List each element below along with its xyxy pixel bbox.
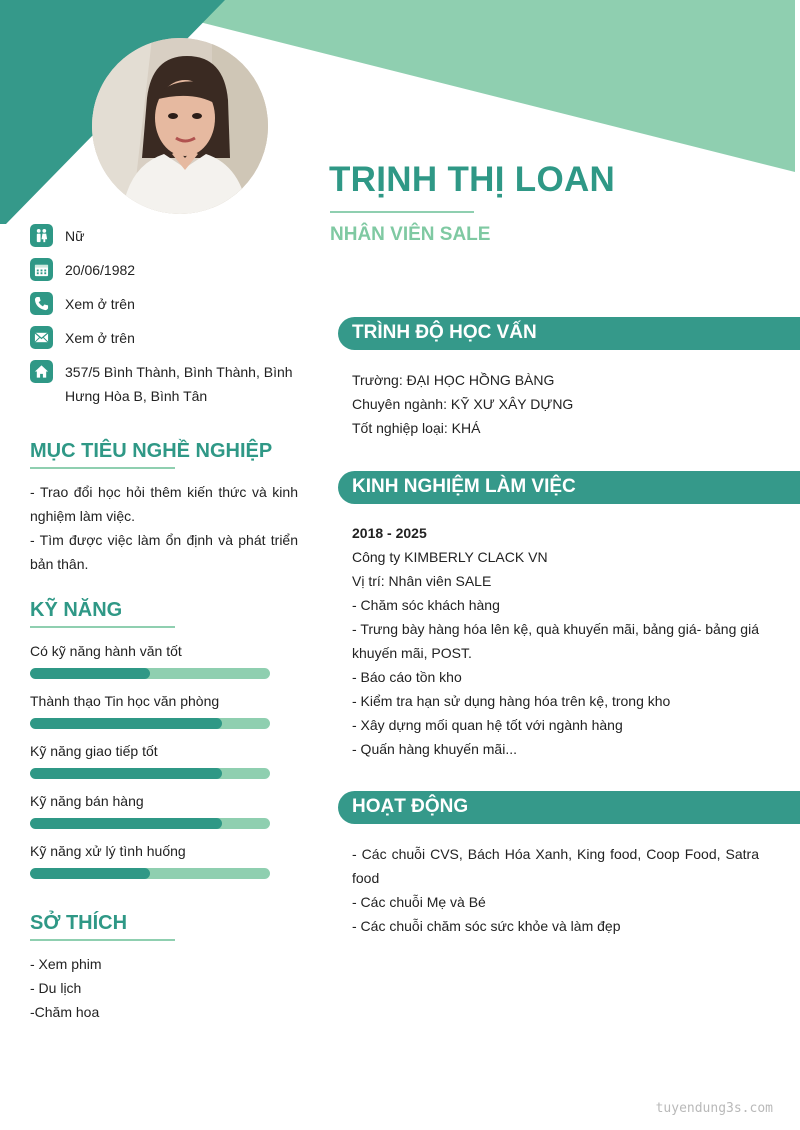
skill-bar	[30, 818, 270, 829]
skill-bar	[30, 868, 270, 879]
objective-line: - Trao đổi học hỏi thêm kiến thức và kinh nghiệm làm việc.	[30, 484, 298, 524]
contact-birthdate	[30, 258, 300, 282]
skill-level-fill	[30, 818, 222, 829]
experience-heading: KINH NGHIỆM LÀM VIỆC	[352, 476, 576, 497]
job-title: NHÂN VIÊN SALE	[330, 224, 491, 245]
experience-duty: - Quấn hàng khuyến mãi...	[352, 741, 517, 757]
gender-text: Nữ	[65, 228, 85, 244]
hobby-line: - Du lịch	[30, 980, 82, 996]
skills-heading: KỸ NĂNG	[30, 599, 123, 621]
contact-gender	[30, 224, 300, 248]
education-line: Trường: ĐẠI HỌC HỒNG BÀNG	[352, 372, 555, 388]
activity-line: - Các chuỗi Mẹ và Bé	[352, 894, 486, 910]
hobbies-body	[30, 952, 298, 1024]
experience-company: Công ty KIMBERLY CLACK VN	[352, 549, 548, 565]
skill-item	[30, 640, 270, 690]
email-text: Xem ở trên	[65, 330, 135, 346]
gender-icon	[30, 224, 53, 247]
experience-position: Vị trí: Nhân viên SALE	[352, 573, 492, 589]
education-heading: TRÌNH ĐỘ HỌC VẤN	[352, 322, 537, 343]
skill-level-fill	[30, 718, 222, 729]
skills-list	[30, 640, 270, 890]
objective-body	[30, 480, 298, 576]
objective-line: - Tìm được việc làm ổn định và phát triển bản thân.	[30, 532, 298, 572]
skill-bar	[30, 768, 270, 779]
activity-line: - Các chuỗi chăm sóc sức khỏe và làm đẹp	[352, 918, 621, 934]
skill-item	[30, 840, 270, 890]
education-body	[352, 368, 759, 440]
skill-name: Kỹ năng xử lý tình huống	[30, 843, 186, 859]
skill-level-fill	[30, 668, 150, 679]
skills-underline	[30, 626, 175, 628]
experience-duty: - Chăm sóc khách hàng	[352, 597, 500, 613]
skill-name: Có kỹ năng hành văn tốt	[30, 643, 182, 659]
birthdate-text: 20/06/1982	[65, 262, 136, 278]
experience-duty: - Báo cáo tồn kho	[352, 669, 462, 685]
contact-phone	[30, 292, 300, 316]
phone-text: Xem ở trên	[65, 296, 135, 312]
objective-heading: MỤC TIÊU NGHỀ NGHIỆP	[30, 440, 273, 462]
skill-level-fill	[30, 868, 150, 879]
skill-name: Kỹ năng bán hàng	[30, 793, 144, 809]
experience-body	[352, 521, 759, 761]
activities-heading: HOẠT ĐỘNG	[352, 796, 469, 817]
experience-period: 2018 - 2025	[352, 525, 427, 541]
calendar-icon	[30, 258, 53, 281]
skill-level-fill	[30, 768, 222, 779]
watermark: tuyendung3s.com	[655, 1101, 773, 1116]
education-heading-band	[338, 317, 800, 350]
contact-address	[30, 360, 300, 408]
candidate-name: TRỊNH THỊ LOAN	[329, 160, 616, 199]
skill-name: Thành thạo Tin học văn phòng	[30, 693, 220, 709]
mail-icon	[30, 326, 53, 349]
contact-email	[30, 326, 300, 350]
hobby-line: -Chăm hoa	[30, 1004, 100, 1020]
skill-item	[30, 690, 270, 740]
skill-bar	[30, 668, 270, 679]
address-text: 357/5 Bình Thành, Bình Thành, Bình Hưng Hòa B, Bình Tân	[65, 364, 293, 404]
hobbies-underline	[30, 939, 175, 941]
skill-item	[30, 740, 270, 790]
hobby-line: - Xem phim	[30, 956, 102, 972]
contact-list	[30, 224, 300, 418]
skill-bar	[30, 718, 270, 729]
activity-line: - Các chuỗi CVS, Bách Hóa Xanh, King food, Coop Food, Satra food	[352, 846, 759, 886]
portrait-photo	[92, 38, 268, 214]
activities-body	[352, 842, 759, 938]
experience-heading-band	[338, 471, 800, 504]
avatar	[92, 38, 268, 214]
objective-underline	[30, 467, 175, 469]
experience-duty: - Kiểm tra hạn sử dụng hàng hóa trên kệ, trong kho	[352, 693, 671, 709]
phone-icon	[30, 292, 53, 315]
skill-name: Kỹ năng giao tiếp tốt	[30, 743, 158, 759]
name-underline	[330, 211, 474, 213]
activities-heading-band	[338, 791, 800, 824]
home-icon	[30, 360, 53, 383]
education-line: Tốt nghiệp loại: KHÁ	[352, 420, 481, 436]
hobbies-heading: SỞ THÍCH	[30, 912, 128, 934]
experience-duty: - Xây dựng mối quan hệ tốt với ngành hàng	[352, 717, 623, 733]
education-line: Chuyên ngành: KỸ XƯ XÂY DỰNG	[352, 396, 574, 412]
experience-duty: - Trưng bày hàng hóa lên kệ, quà khuyến mãi, bảng giá- bảng giá khuyến mãi, POST.	[352, 621, 759, 661]
skill-item	[30, 790, 270, 840]
